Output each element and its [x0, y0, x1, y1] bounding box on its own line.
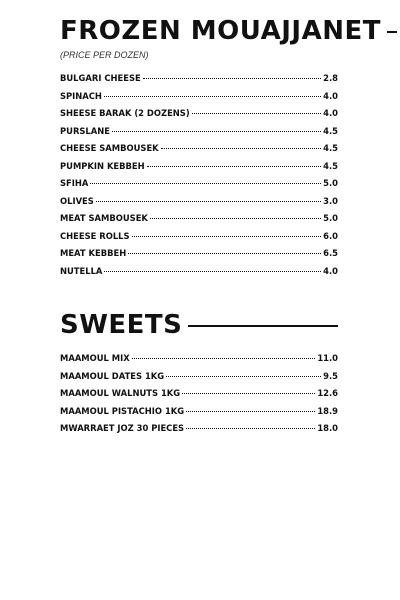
item-name: MWARRAET JOZ 30 PIECES	[60, 423, 185, 433]
item-price: 6.0	[323, 230, 338, 241]
item-price: 9.5	[323, 370, 338, 381]
frozen-section	[60, 16, 381, 280]
dot-leader	[96, 201, 321, 202]
dot-leader	[147, 166, 322, 167]
item-name: CHEESE ROLLS	[60, 230, 130, 241]
item-name: SHEESE BARAK (2 DOZENS)	[60, 108, 190, 118]
item-name: MAAMOUL PISTACHIO 1KG	[60, 405, 185, 416]
item-price: 12.6	[317, 388, 338, 398]
menu-item	[60, 420, 338, 438]
dot-leader	[143, 78, 321, 79]
item-price: 4.5	[323, 160, 338, 171]
item-price: 5.0	[323, 213, 338, 223]
sweets-item-list	[60, 350, 338, 438]
menu-item	[60, 70, 338, 88]
frozen-item-list	[60, 70, 338, 280]
dot-leader	[112, 131, 321, 132]
dot-leader	[186, 428, 315, 429]
sweets-title-row	[60, 310, 338, 340]
sweets-title: SWEETS	[60, 310, 183, 340]
menu-item	[60, 350, 338, 368]
item-name: MEAT KEBBEH	[60, 248, 127, 258]
item-name: OLIVES	[60, 195, 94, 206]
item-name: MAAMOUL WALNUTS 1KG	[60, 388, 181, 398]
dot-leader	[161, 148, 321, 149]
menu-item	[60, 245, 338, 263]
item-name: MEAT SAMBOUSEK	[60, 213, 148, 223]
menu-item	[60, 105, 338, 123]
menu-item	[60, 403, 338, 421]
dot-leader	[104, 96, 321, 97]
item-price: 4.5	[323, 125, 338, 136]
menu-item	[60, 263, 338, 281]
menu-item	[60, 175, 338, 193]
item-price: 6.5	[323, 248, 338, 258]
frozen-title: FROZEN MOUAJJANET	[60, 16, 381, 46]
dot-leader	[132, 236, 322, 237]
dot-leader	[166, 376, 321, 377]
item-name: BULGARI CHEESE	[60, 73, 141, 83]
menu-item	[60, 193, 338, 211]
frozen-title-row	[60, 16, 381, 46]
sweets-section	[60, 310, 338, 438]
item-name: MAAMOUL DATES 1KG	[60, 370, 165, 381]
dot-leader	[132, 358, 316, 359]
frozen-title-underline	[387, 31, 397, 33]
dot-leader	[104, 271, 321, 272]
item-name: NUTELLA	[60, 265, 103, 276]
item-price: 4.0	[323, 265, 338, 276]
item-price: 4.0	[323, 108, 338, 118]
dot-leader	[150, 218, 321, 219]
dot-leader	[90, 183, 321, 184]
dot-leader	[128, 253, 321, 254]
item-name: PURSLANE	[60, 125, 110, 136]
menu-item	[60, 123, 338, 141]
item-name: SPINACH	[60, 90, 102, 101]
menu-item	[60, 158, 338, 176]
item-price: 3.0	[323, 195, 338, 206]
item-price: 18.9	[317, 405, 338, 416]
menu-item	[60, 385, 338, 403]
item-name: CHEESE SAMBOUSEK	[60, 143, 159, 153]
item-price: 4.5	[323, 143, 338, 153]
dot-leader	[182, 393, 315, 394]
item-price: 18.0	[317, 423, 338, 433]
item-price: 11.0	[317, 353, 338, 363]
menu-item	[60, 140, 338, 158]
item-name: PUMPKIN KEBBEH	[60, 160, 145, 171]
menu-item	[60, 210, 338, 228]
menu-item	[60, 88, 338, 106]
frozen-subtitle: (PRICE PER DOZEN)	[60, 50, 149, 60]
menu-page	[60, 16, 381, 438]
item-price: 5.0	[323, 178, 338, 188]
item-name: SFIHA	[60, 178, 89, 188]
dot-leader	[192, 113, 321, 114]
item-price: 2.8	[323, 73, 338, 83]
item-price: 4.0	[323, 90, 338, 101]
dot-leader	[186, 411, 315, 412]
sweets-title-underline	[188, 325, 338, 327]
item-name: MAAMOUL MIX	[60, 353, 130, 363]
menu-item	[60, 228, 338, 246]
menu-item	[60, 368, 338, 386]
